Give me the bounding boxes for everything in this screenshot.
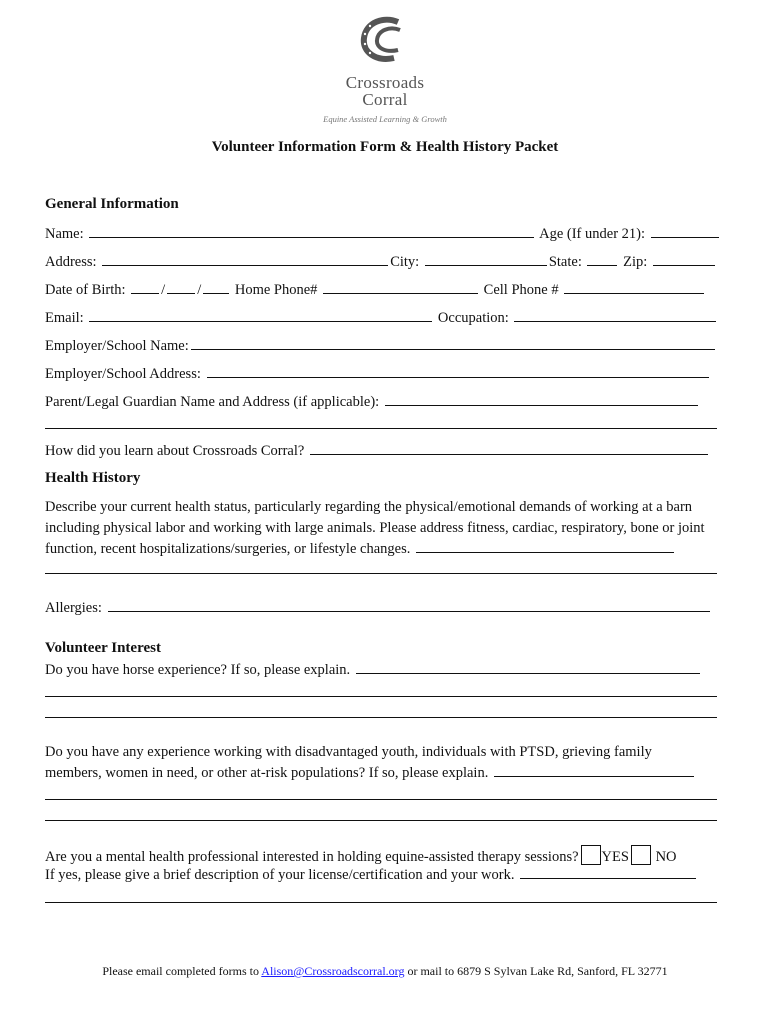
age-label: Age (If under 21):	[539, 226, 645, 242]
employer-address-row	[45, 365, 711, 383]
email-input[interactable]	[89, 312, 432, 324]
crossroads-corral-logo	[320, 14, 450, 124]
cell-phone-field[interactable]	[564, 281, 704, 294]
health-describe-label: Describe your current health status, particularly regarding the physical/emotional demands of working at a barn including physical labor and working with large animals. Please address fitness, cardiac, respiratory, bone or joint function, recent hospitalizations/surgeries, or lifestyle changes.	[45, 499, 705, 557]
dob-phone-row	[45, 281, 706, 299]
name-row	[45, 225, 721, 243]
state-input[interactable]	[587, 256, 617, 268]
horse-continuation-line-2[interactable]	[45, 717, 717, 718]
footer-suffix: or mail to 6879 S Sylvan Lake Rd, Sanford, FL 32771	[404, 964, 668, 978]
page-title: Volunteer Information Form & Health History Packet	[211, 139, 559, 155]
license-row	[45, 866, 698, 884]
health-describe-text	[45, 497, 725, 560]
occupation-label: Occupation:	[437, 310, 509, 326]
horse-label: Do you have horse experience? If so, please explain.	[45, 662, 351, 678]
allergies-field[interactable]	[108, 599, 710, 612]
experience-label-line2: members, women in need, or other at-risk populations? If so, please explain.	[45, 765, 489, 781]
home-phone-field[interactable]	[323, 281, 478, 294]
zip-field[interactable]	[653, 253, 715, 266]
dob-separator: /	[197, 282, 202, 298]
no-checkbox[interactable]	[631, 845, 651, 865]
employer-label: Employer/School Name:	[45, 338, 189, 354]
address-field[interactable]	[102, 253, 388, 266]
horseshoe-c-logo-icon	[320, 14, 450, 69]
employer-row	[45, 337, 717, 355]
learn-label: How did you learn about Crossroads Corral?	[45, 443, 305, 459]
guardian-continuation-line[interactable]	[45, 428, 717, 429]
volunteer-interest-heading: Volunteer Interest	[45, 640, 161, 656]
email-row	[45, 309, 718, 327]
experience-row-2	[45, 764, 696, 782]
footer-prefix: Please email completed forms to	[102, 964, 262, 978]
general-information-heading: General Information	[45, 196, 179, 212]
learn-row	[45, 442, 710, 460]
address-input[interactable]	[102, 256, 388, 268]
occupation-field[interactable]	[514, 309, 716, 322]
guardian-input[interactable]	[385, 396, 698, 408]
logo-name-line2: Corral	[362, 90, 408, 109]
guardian-label: Parent/Legal Guardian Name and Address (if applicable):	[45, 394, 380, 410]
health-history-heading: Health History	[45, 470, 141, 486]
cell-phone-input[interactable]	[564, 284, 704, 296]
employer-field[interactable]	[191, 337, 715, 350]
license-input[interactable]	[520, 869, 696, 881]
name-label: Name:	[45, 226, 84, 242]
state-field[interactable]	[587, 253, 617, 266]
horse-row	[45, 661, 702, 679]
dob-day-input[interactable]	[167, 284, 195, 296]
dob-month-field[interactable]	[131, 281, 159, 294]
home-phone-label: Home Phone#	[234, 282, 318, 298]
state-label: State:	[548, 254, 582, 270]
logo-tagline: Equine Assisted Learning & Growth	[323, 114, 447, 124]
license-field[interactable]	[520, 866, 696, 879]
guardian-row	[45, 393, 700, 411]
email-field[interactable]	[89, 309, 432, 322]
mental-health-label: Are you a mental health professional interested in holding equine-assisted therapy sessions?	[45, 849, 579, 865]
address-label: Address:	[45, 254, 97, 270]
age-field[interactable]	[651, 225, 719, 238]
city-input[interactable]	[425, 256, 547, 268]
allergies-row	[45, 599, 712, 617]
home-phone-input[interactable]	[323, 284, 478, 296]
learn-field[interactable]	[310, 442, 708, 455]
zip-label: Zip:	[623, 254, 648, 270]
dob-separator: /	[161, 282, 166, 298]
horse-continuation-line-1[interactable]	[45, 696, 717, 697]
name-field[interactable]	[89, 225, 534, 238]
license-continuation-line[interactable]	[45, 902, 717, 903]
email-label: Email:	[45, 310, 84, 326]
yes-label: YES	[601, 849, 629, 865]
experience-label-line1: Do you have any experience working with disadvantaged youth, individuals with PTSD, grieving family	[45, 744, 652, 760]
experience-continuation-line-2[interactable]	[45, 820, 717, 821]
footer-note	[0, 964, 770, 979]
no-label: NO	[655, 849, 677, 865]
experience-continuation-line-1[interactable]	[45, 799, 717, 800]
experience-row-1	[45, 743, 652, 761]
health-continuation-line[interactable]	[45, 573, 717, 574]
learn-input[interactable]	[310, 445, 708, 457]
dob-label: Date of Birth:	[45, 282, 126, 298]
dob-year-input[interactable]	[203, 284, 229, 296]
employer-address-label: Employer/School Address:	[45, 366, 201, 382]
allergies-input[interactable]	[108, 602, 710, 614]
experience-input[interactable]	[494, 767, 694, 779]
dob-year-field[interactable]	[203, 281, 229, 294]
city-label: City:	[390, 254, 420, 270]
horse-field[interactable]	[356, 661, 700, 674]
employer-input[interactable]	[191, 340, 715, 352]
health-describe-field[interactable]	[416, 540, 674, 553]
horse-input[interactable]	[356, 664, 700, 676]
zip-input[interactable]	[653, 256, 715, 268]
logo-name-line1: Crossroads	[345, 73, 425, 92]
allergies-label: Allergies:	[45, 600, 102, 616]
employer-address-field[interactable]	[207, 365, 709, 378]
name-input[interactable]	[89, 228, 534, 240]
mental-health-row	[45, 845, 677, 866]
dob-month-input[interactable]	[131, 284, 159, 296]
employer-address-input[interactable]	[207, 368, 709, 380]
cell-phone-label: Cell Phone #	[483, 282, 559, 298]
city-field[interactable]	[425, 253, 547, 266]
guardian-field[interactable]	[385, 393, 698, 406]
yes-checkbox[interactable]	[581, 845, 601, 865]
dob-day-field[interactable]	[167, 281, 195, 294]
address-row	[45, 253, 717, 271]
experience-field[interactable]	[494, 764, 694, 777]
occupation-input[interactable]	[514, 312, 716, 324]
footer-email-link[interactable]: Alison@Crossroadscorral.org	[261, 964, 405, 978]
license-label: If yes, please give a brief description of your license/certification and your work.	[45, 867, 515, 883]
age-input[interactable]	[651, 228, 719, 240]
